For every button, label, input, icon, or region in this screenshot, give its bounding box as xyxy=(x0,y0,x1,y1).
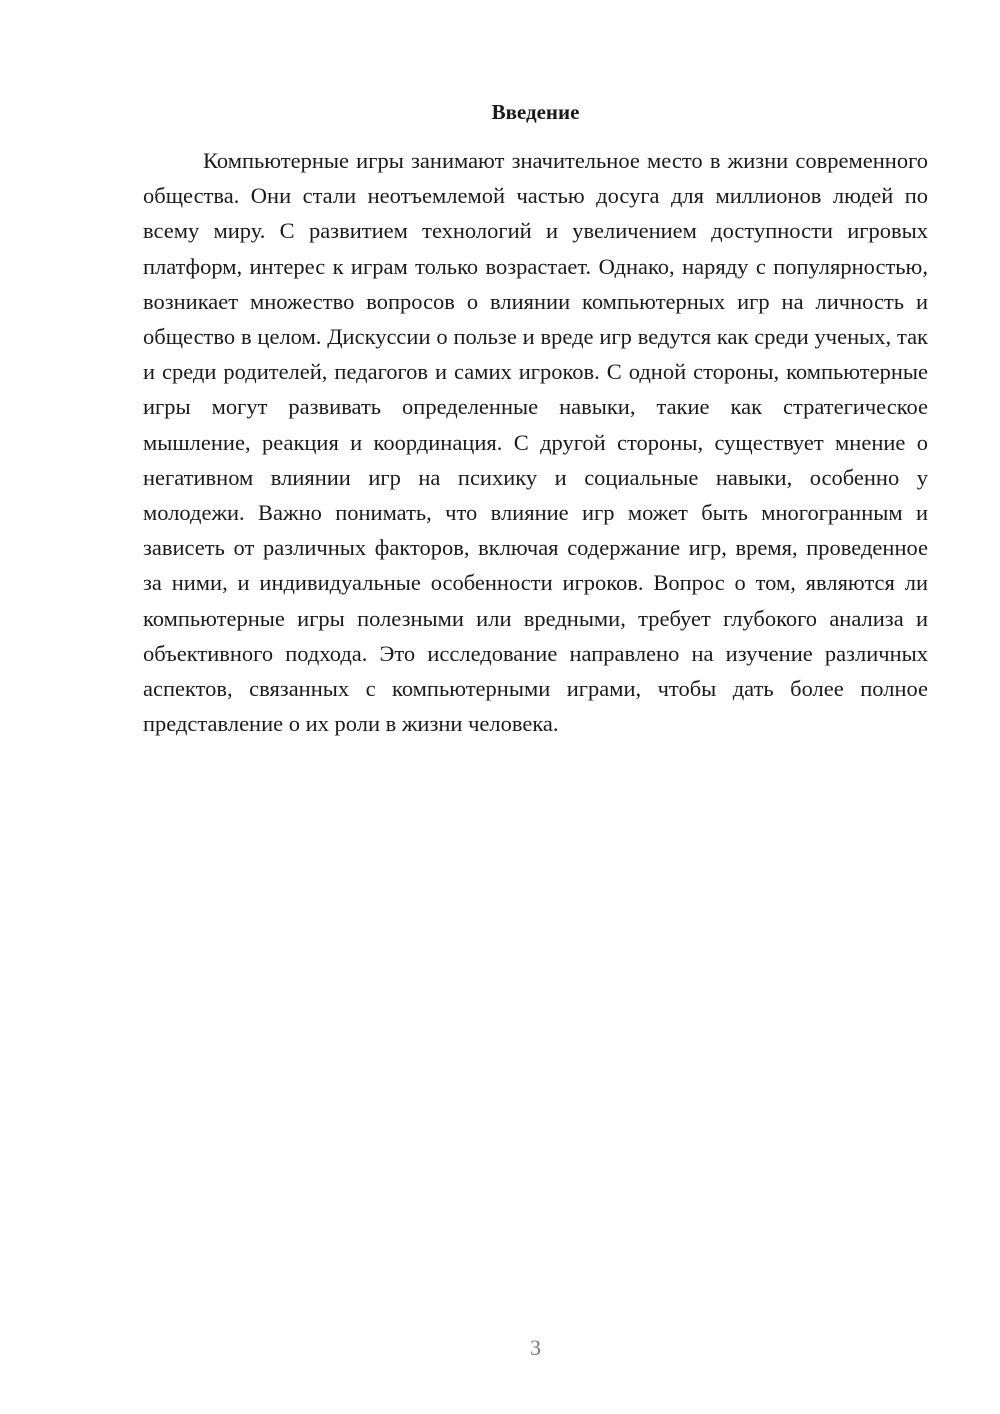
section-heading: Введение xyxy=(491,100,580,124)
page-number: 3 xyxy=(530,1335,541,1360)
body-paragraph: Компьютерные игры занимают значительное место в жизни современного общества. Они стали неотъемлемой частью досуга для миллионов людей по всему миру. С развитием технологий и увеличением доступности игровых платформ, интерес к играм только возрастает. Однако, наряду с популярностью, возникает множество вопросов о влиянии компьютерных игр на личность и общество в целом. Дискуссии о пользе и вреде игр ведутся как среди ученых, так и среди родителей, педагогов и самих игроков. С одной стороны, компьютерные игры могут развивать определенные навыки, такие как стратегическое мышление, реакция и координация. С другой стороны, существует мнение о негативном влиянии игр на психику и социальные навыки, особенно у молодежи. Важно понимать, что влияние игр может быть многогранным и зависеть от различных факторов, включая содержание игр, время, проведенное за ними, и индивидуальные особенности игроков. Вопрос о том, являются ли компьютерные игры полезными или вредными, требует глубокого анализа и объективного подхода. Это исследование направлено на изучение различных аспектов, связанных с компьютерными играми, чтобы дать более полное представление о их роли в жизни человека. xyxy=(143,148,928,737)
